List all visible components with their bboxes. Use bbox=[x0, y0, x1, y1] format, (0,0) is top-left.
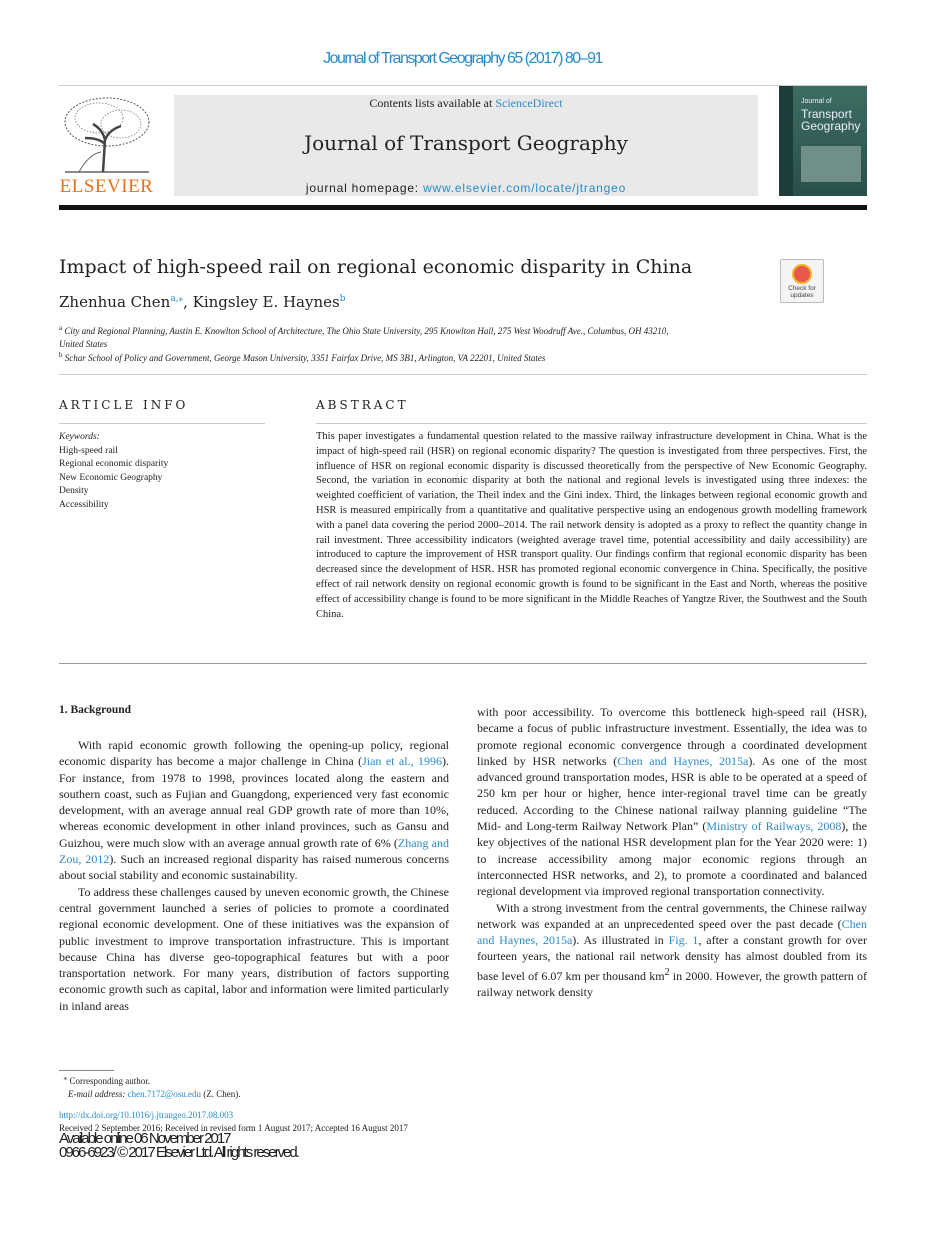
abstract-divider bbox=[316, 423, 867, 424]
article-title: Impact of high-speed rail on regional economic disparity in China bbox=[59, 256, 693, 278]
journal-cover-thumbnail[interactable] bbox=[779, 86, 867, 196]
author-affiliation-mark[interactable]: a,⁎ bbox=[170, 294, 184, 304]
author-affiliation-mark[interactable]: b bbox=[339, 294, 346, 304]
text-run: ). As illustrated in bbox=[572, 933, 669, 948]
citation-link[interactable]: Zhang and Zou, 2012 bbox=[59, 835, 450, 867]
header-rule bbox=[59, 205, 867, 210]
text-run: ), the key objectives of the national HSR development plan for the Year 2020 were: 1) to increase accessibility among major economic regions through an interconnected HSR networks, and 2), to promote a coordinated and balanced regional development via improved regional transportation connectivity. bbox=[477, 819, 868, 899]
doi-link[interactable]: http://dx.doi.org/10.1016/j.jtrangeo.2017.08.003 bbox=[59, 1110, 234, 1120]
text-run: ). Such an increased regional disparity has raised numerous concerns about social stability and economic sustainability. bbox=[59, 852, 449, 883]
journal-title: Journal of Transport Geography bbox=[304, 131, 628, 155]
affiliation-text: Schar School of Policy and Government, George Mason University, 3351 Fairfax Drive, MS 3B1, Arlington, VA 22201, United States bbox=[64, 353, 546, 363]
footnotes bbox=[59, 1071, 240, 1101]
text-run: , after a constant growth for over fourteen years, the national rail network density has almost doubled from its base level of 6.07 km per thousand km bbox=[477, 933, 867, 983]
affiliation-mark: b bbox=[59, 351, 63, 359]
crossmark-button[interactable] bbox=[780, 259, 824, 303]
body-paragraph: To address these challenges caused by uneven economic growth, the Chinese central government launched a series of policies to promote a coordinated regional economic development. One of these initiatives was the expansion of public investment to improve transportation infrastructure. This is important because China has diverse geo-topographical features but with a poor transportation network. For many years, distribution of factors supporting economic growth such as capital, labor and information were limited particularly in inland areas bbox=[59, 884, 449, 1013]
citation-link[interactable]: Jian et al., 1996 bbox=[362, 754, 443, 769]
email-suffix: (Z. Chen). bbox=[200, 1089, 241, 1099]
cover-image bbox=[801, 146, 861, 182]
abstract-end-divider bbox=[59, 663, 867, 664]
corresponding-author-note bbox=[59, 1071, 240, 1088]
body-paragraph bbox=[477, 704, 867, 900]
email-link[interactable]: chen.7172@osu.edu bbox=[127, 1089, 201, 1099]
text-run: With rapid economic growth following the opening-up policy, regional economic disparity has become a major challenge in China ( bbox=[59, 738, 449, 769]
abstract-text: This paper investigates a fundamental question related to the massive railway infrastructure development in China. What is the impact of high-speed rail (HSR) on regional economic disparity? The question is investigated from three perspectives. First, the influence of HSR on regional economic disparity is discussed theoretically from the perspective of New Economic Geography. Second, the variation in economic disparity at both the national and regional levels is investigated using three indexes: the weighted coefficient of variation, the Theil index and the Gini index. Third, the linkages between regional economic growth and HSR is measured empirically from a quantitative and qualitative perspective using an endogenous growth modelling framework with a panel data covering the period 2000–2014. The rail network density is adopted as a proxy to reflect the quantity change in rail investment. Three accessibility indicators (weighted average travel time, potential accessibility and daily accessibility) are introduced to capture the improvement of HSR transport quality. Our findings confirm that regional economic disparity has been decreased since the development of HSR. HSR has promoted regional economic convergence in China. Specifically, the positive effect of rail network density on regional economic growth is found to be significant in the East and North, whereas the positive effect of accessibility change is found to be more significant in the Middle Reaches of Yangtze River, the Southwest and the South China. bbox=[316, 431, 867, 620]
text-run: ). As one of the most advanced ground transportation modes, HSR is able to be operated at a speed of 250 km per hour or higher, hence inter-regional travel time can be greatly reduced. According to the Chinese national railway planning guideline “The Mid- and Long-term Railway Network Plan” ( bbox=[477, 753, 868, 834]
homepage-line bbox=[174, 181, 758, 195]
keyword: High-speed rail bbox=[59, 445, 118, 456]
crossmark-label: Check for updates bbox=[788, 285, 816, 299]
homepage-prefix: journal homepage: bbox=[305, 181, 424, 195]
keyword: Accessibility bbox=[59, 499, 109, 510]
text-run: in 2000. However, the growth pattern of railway network density bbox=[477, 968, 867, 1000]
elsevier-logo bbox=[59, 94, 154, 198]
keywords-block bbox=[59, 431, 168, 512]
text-run: ). For instance, from 1978 to 1998, provinces located along the eastern and southern coast, such as Fujian and Guangdong, experienced very fast economic development, with an average annual real GDP growth rate of more than 10%, whereas economic development in other inland provinces, such as Gansu and Guizhou, were much slow with an average annual growth rate of 6% ( bbox=[59, 754, 450, 850]
keyword: New Economic Geography bbox=[59, 472, 163, 483]
text-run: with poor accessibility. To overcome this bottleneck high-speed rail (HSR), became a focus of public infrastructure investment. Essentially, the idea was to promote regional economic convergence through a coordinated development linked by HSR networks ( bbox=[477, 705, 867, 768]
section-heading: 1. Background bbox=[59, 704, 132, 716]
body-column-left bbox=[59, 737, 449, 1014]
footnote-mark: ⁎ bbox=[63, 1073, 68, 1082]
author-list bbox=[59, 293, 345, 311]
journal-masthead bbox=[174, 95, 758, 196]
email-note bbox=[59, 1088, 240, 1101]
affiliation-a bbox=[59, 322, 669, 351]
publisher-wordmark: ELSEVIER bbox=[59, 176, 154, 197]
affiliation-divider bbox=[59, 374, 867, 375]
available-online: Available online 06 November 2017 bbox=[59, 1130, 230, 1147]
body-paragraph bbox=[477, 900, 867, 1001]
header-divider bbox=[59, 85, 867, 86]
affiliation-text: City and Regional Planning, Austin E. Knowlton School of Architecture, The Ohio State University, 295 Knowlton Hall, 275 West Woodruff Ave., Columbus, OH 43210, bbox=[64, 326, 669, 336]
affiliation-text: United States bbox=[59, 339, 108, 349]
author-name: Zhenhua Chen bbox=[59, 293, 171, 311]
cover-line-3: Geography bbox=[801, 119, 861, 133]
tree-icon bbox=[59, 94, 154, 174]
citation-link[interactable]: Ministry of Railways, 2008 bbox=[706, 819, 842, 834]
author-separator: , bbox=[183, 293, 193, 311]
keyword: Density bbox=[59, 486, 89, 496]
article-info-divider bbox=[59, 423, 265, 424]
sciencedirect-link[interactable]: ScienceDirect bbox=[495, 96, 563, 110]
figure-link[interactable]: Fig. 1 bbox=[668, 933, 699, 948]
received-dates: Received 2 September 2016; Received in revised form 1 August 2017; Accepted 16 August 2017 bbox=[59, 1123, 408, 1133]
superscript: 2 bbox=[664, 966, 670, 978]
cover-title bbox=[801, 96, 860, 132]
affiliation-b bbox=[59, 349, 545, 365]
cover-spine bbox=[779, 86, 793, 196]
citation-link[interactable]: Chen and Haynes, 2015a bbox=[477, 916, 867, 948]
homepage-link[interactable]: www.elsevier.com/locate/jtrangeo bbox=[423, 181, 627, 195]
journal-reference-link[interactable]: Journal of Transport Geography 65 (2017) 80–91 bbox=[323, 50, 602, 67]
email-label: E-mail address: bbox=[68, 1089, 126, 1099]
cover-line-1: Journal of bbox=[801, 98, 832, 105]
citation-link[interactable]: Chen and Haynes, 2015a bbox=[617, 753, 749, 768]
body-paragraph bbox=[59, 737, 449, 884]
text-run: With a strong investment from the central governments, the Chinese railway network was expanded at an unprecedented speed over the past decade ( bbox=[477, 900, 867, 931]
footnote-text: Corresponding author. bbox=[69, 1076, 150, 1086]
abstract-heading: ABSTRACT bbox=[316, 398, 409, 412]
author-name: Kingsley E. Haynes bbox=[192, 293, 340, 311]
keywords-label: Keywords: bbox=[59, 432, 100, 442]
body-column-right bbox=[477, 704, 867, 1000]
contents-line bbox=[174, 96, 758, 111]
keyword: Regional economic disparity bbox=[59, 459, 169, 469]
cover-line-2: Transport bbox=[801, 107, 852, 121]
crossmark-icon bbox=[792, 264, 812, 284]
issn-copyright: 0966-6923/ © 2017 Elsevier Ltd. All rights reserved. bbox=[59, 1144, 298, 1161]
affiliation-mark: a bbox=[59, 324, 63, 332]
article-info-heading: ARTICLE INFO bbox=[59, 398, 189, 412]
contents-prefix: Contents lists available at bbox=[369, 96, 496, 110]
